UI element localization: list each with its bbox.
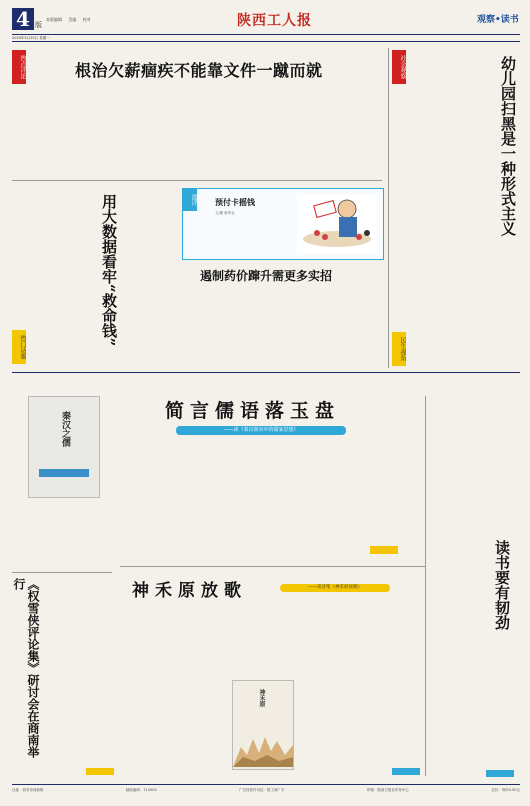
page-label: 版 (35, 21, 42, 29)
book-cover-2 (232, 680, 294, 770)
section-title: 观察•读书 (477, 15, 519, 25)
right-article-body (392, 136, 498, 366)
book-cover-2-art (233, 719, 293, 767)
book-cover-1-title: 秦汉之儒 (60, 411, 70, 447)
footer-item: 邮政编码：710004 (125, 788, 157, 792)
cartoon-illustration (295, 193, 379, 255)
gods-headline: 神禾原放歌 (132, 581, 247, 601)
cartoon-badge: 漫评 (183, 189, 197, 211)
page-number: 4 (12, 8, 34, 30)
gods-article-body-2 (222, 604, 322, 674)
middle-headline: 遏制药价蹿升需更多实招 (200, 269, 333, 283)
right-article-top-body (410, 52, 498, 132)
left-article-body (14, 188, 94, 358)
date-line: 2019年5月20日 星期一 (12, 34, 520, 42)
right-headline: 幼儿园扫黑是一种形式主义 (499, 56, 517, 236)
book-tag (370, 546, 398, 554)
cartoon-title: 预付卡摇钱 (215, 197, 255, 207)
footer-item: 印刷：陕西日报社印务中心 (366, 788, 409, 792)
gods-subtitle: ——读诗集《神禾原放歌》 (280, 584, 390, 592)
editor-info: 本版编辑 美编 校对 (46, 17, 91, 22)
social-watch-badge: 社会观察 (392, 50, 406, 84)
book-headline: 简言儒语落玉盘 (165, 400, 341, 422)
masthead (12, 8, 520, 34)
cartoon-caption: 文/图 新华社 (215, 211, 235, 215)
right-column-body (428, 396, 484, 706)
hot-comment-badge: 热点评论 (12, 50, 26, 84)
middle-article-body (182, 286, 382, 366)
footer-item: 广告经营许可证：陕工商广字 (239, 788, 285, 792)
gods-article-body-1 (120, 604, 216, 769)
gods-article-body-3 (326, 604, 422, 769)
footer (12, 784, 520, 795)
book-subtitle: ——读《秦汉简帛中的儒家思想》 (176, 426, 346, 435)
book-caption (18, 516, 114, 564)
paper-name: 陕西工人报 (237, 13, 312, 29)
reading-body (428, 712, 516, 768)
footer-item: 定价：每份0.50元 (491, 788, 520, 792)
reading-tag (486, 770, 514, 777)
side-headline: 《权雪侠评论集》研讨会在商南举行 (12, 578, 40, 758)
cartoon-box (182, 188, 384, 260)
side-tag (86, 768, 114, 775)
footer-item: 社址：西安市西新街 (12, 788, 44, 792)
gods-tag (392, 768, 420, 775)
book-cover-1 (28, 396, 100, 498)
top-headline: 根治欠薪痼疾不能靠文件一蹴而就 (75, 61, 323, 80)
left-headline: 用大数据看牢“救命钱” (100, 194, 118, 347)
side-article-body (30, 578, 114, 770)
top-article-body (30, 86, 382, 176)
hot-topic-badge: 热门话题 (12, 330, 26, 364)
livelihood-badge: 民生视角 (392, 332, 406, 366)
reading-headline: 读书要有韧劲 (493, 540, 511, 630)
book-cover-2-title: 神禾原 (258, 689, 265, 707)
cartoon-text (215, 219, 285, 255)
book-article-body (120, 440, 420, 560)
left-article-body-2 (122, 188, 182, 363)
